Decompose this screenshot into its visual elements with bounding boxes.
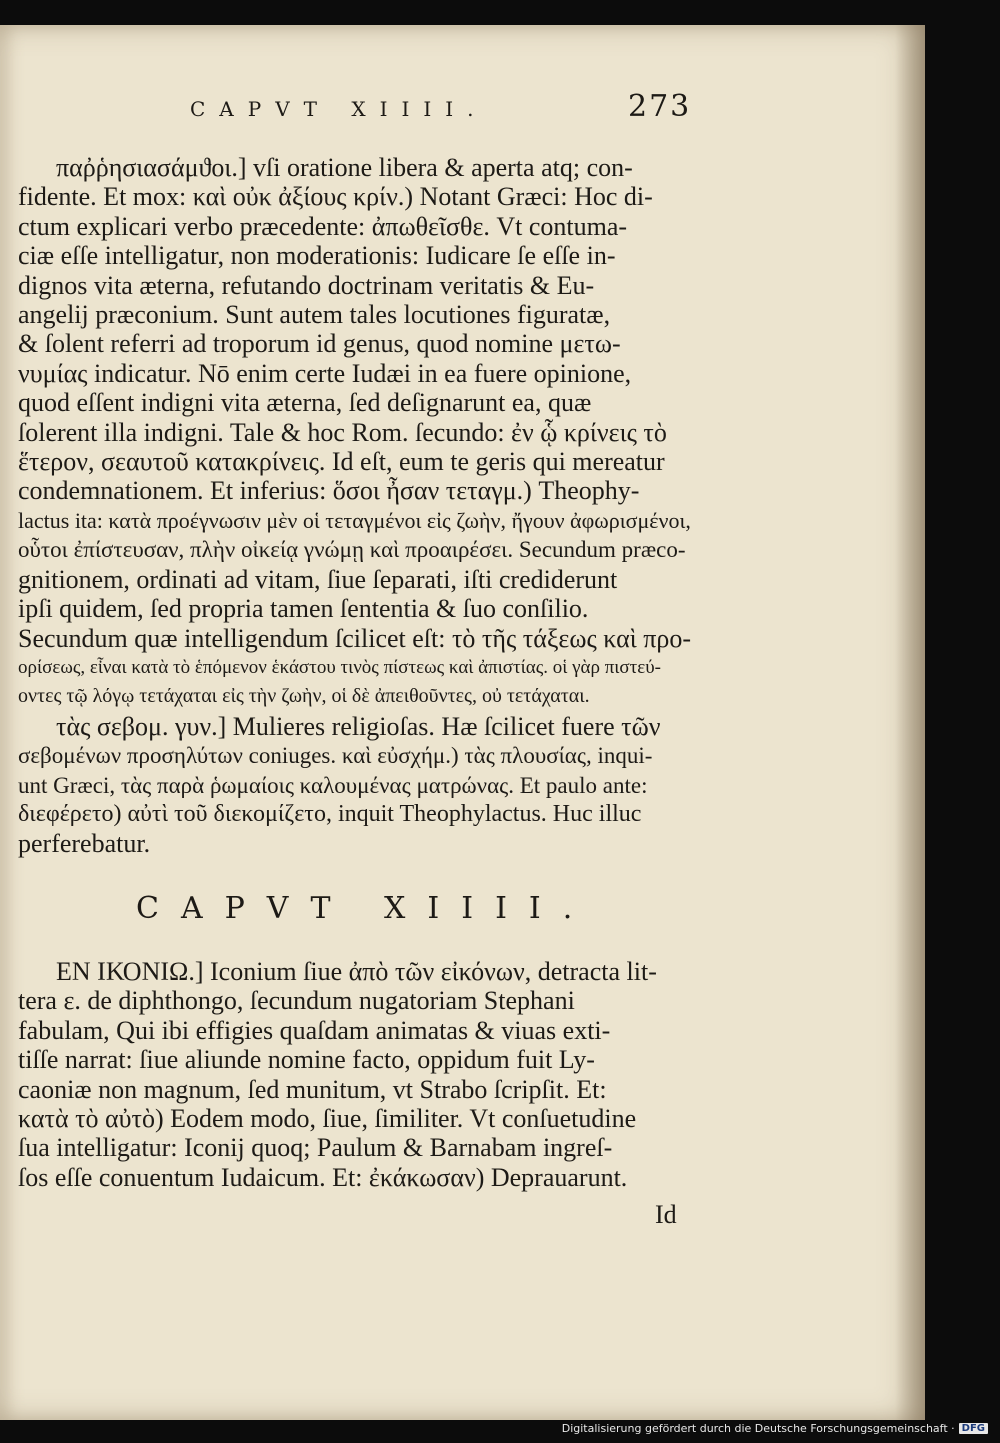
- text-line: tiſſe narrat: ſiue aliunde nomine facto, oppidum fuit Ly-: [18, 1045, 595, 1075]
- text-line: angelij præconium. Sunt autem tales locutiones figuratæ,: [18, 300, 611, 330]
- text-line: ΕΝ ΙΚΟΝΙΩ.] Iconium ſiue ἀπὸ τῶν εἰκόνων, detracta lit-: [56, 957, 657, 986]
- catchword: Id: [655, 1200, 677, 1229]
- text-line: Secundum quæ intelligendum ſcilicet eſt: τὸ τῆς τάξεως καὶ προ-: [18, 623, 692, 653]
- text-line: fidente. Et mox: καὶ οὐκ ἀξίους κρίν.) Notant Græci: Hoc di-: [18, 182, 653, 212]
- text-line: νυμίας indicatur. Nō enim certe Iudæi in ea fuere opinione,: [18, 358, 632, 388]
- text-line: dignos vita æterna, refutando doctrinam veritatis & Eu-: [18, 270, 595, 300]
- text-line: fabulam, Qui ibi effigies quaſdam animatas & viuas exti-: [18, 1015, 611, 1045]
- text-line: ctum explicari verbo præcedente: ἀπωθεῖσθε. Vt contuma-: [18, 211, 628, 241]
- text-line: tera ε. de diphthongo, ſecundum nugatoriam Stephani: [18, 986, 575, 1016]
- text-line: ſolerent illa indigni. Tale & hoc Rom. ſecundo: ἐν ᾧ κρίνεις τὸ: [18, 417, 667, 447]
- page-number: 273: [628, 89, 692, 124]
- digitization-footer: [562, 1422, 988, 1435]
- footer-credit: Digitalisierung gefördert durch die Deutsche Forschungsgemeinschaft ·: [561, 1422, 955, 1435]
- running-title: CAPVT XIIII.: [190, 97, 488, 121]
- text-line: ἕτερον, σεαυτοῦ κατακρίνεις. Id eſt, eum te geris qui mereatur: [18, 447, 665, 477]
- text-line: perferebatur.: [18, 829, 151, 859]
- text-line: ſos eſſe conuentum Iudaicum. Et: ἐκάκωσαν) Deprauarunt.: [18, 1162, 628, 1192]
- chapter-heading: CAPVT XIIII.: [136, 891, 595, 926]
- text-line: ipſi quidem, ſed propria tamen ſententia & ſuo conſilio.: [18, 594, 589, 624]
- book-page: [0, 25, 925, 1420]
- text-line: lactus ita: κατὰ προέγνωσιν μὲν οἱ τεταγμένοι εἰς ζωὴν, ἤγουν ἀφωρισμένοι,: [18, 507, 691, 533]
- text-line: condemnationem. Et inferius: ὅσοι ἦσαν τεταγμ.) Theophy-: [18, 476, 640, 506]
- text-line: gnitionem, ordinati ad vitam, ſiue ſeparati, iſti crediderunt: [18, 564, 618, 594]
- chapter-text: [18, 957, 693, 1192]
- text-line: οντες τῷ λόγῳ τετάχαται εἰς τὴν ζωὴν, οἱ δὲ ἀπειθοῦντες, οὐ τετάχαται.: [18, 685, 590, 708]
- text-line: unt Græci, τὰς παρὰ ῥωμαίοις καλουμένας ματρώνας. Et paulo ante:: [18, 772, 648, 798]
- text-line: διεφέρετο) αὐτὶ τοῦ διεκομίζετο, inquit Theophylactus. Huc illuc: [18, 800, 642, 827]
- dfg-logo: DFG: [959, 1423, 988, 1434]
- text-line: & ſolent referri ad troporum id genus, quod nomine μετω-: [18, 329, 621, 359]
- text-line: quod eſſent indigni vita æterna, ſed deſignarunt ea, quæ: [18, 388, 592, 418]
- text-line: παῤῥησιασάμϑοι.] vſi oratione libera & aperta atq; con-: [56, 153, 633, 182]
- text-line: ſua intelligatur: Iconij quoq; Paulum & Barnabam ingreſ-: [18, 1133, 613, 1163]
- text-line: κατὰ τὸ αὐτὸ) Eodem modo, ſiue, ſimiliter. Vt conſuetudine: [18, 1104, 637, 1134]
- text-line: ciæ eſſe intelligatur, non moderationis: Iudicare ſe eſſe in-: [18, 241, 616, 271]
- text-line: ορίσεως, εἶναι κατὰ τὸ ἑπόμενον ἑκάστου τινὸς πίστεως καὶ ἀπιστίας. οἱ γὰρ πιστεύ-: [18, 656, 662, 678]
- commentary-text: [18, 153, 693, 859]
- text-line: σεβομένων προσηλύτων coniuges. καὶ εὐσχήμ.) τὰς πλουσίας, inqui-: [18, 743, 653, 769]
- text-line: caoniæ non magnum, ſed munitum, vt Strabo ſcripſit. Et:: [18, 1074, 607, 1104]
- text-line: οὗτοι ἐπίστευσαν, πλὴν οἰκείᾳ γνώμῃ καὶ προαιρέσει. Secundum præco-: [18, 537, 686, 563]
- text-line: τὰς σεβομ. γυν.] Mulieres religioſas. Hæ ſcilicet fuere τῶν: [56, 711, 661, 741]
